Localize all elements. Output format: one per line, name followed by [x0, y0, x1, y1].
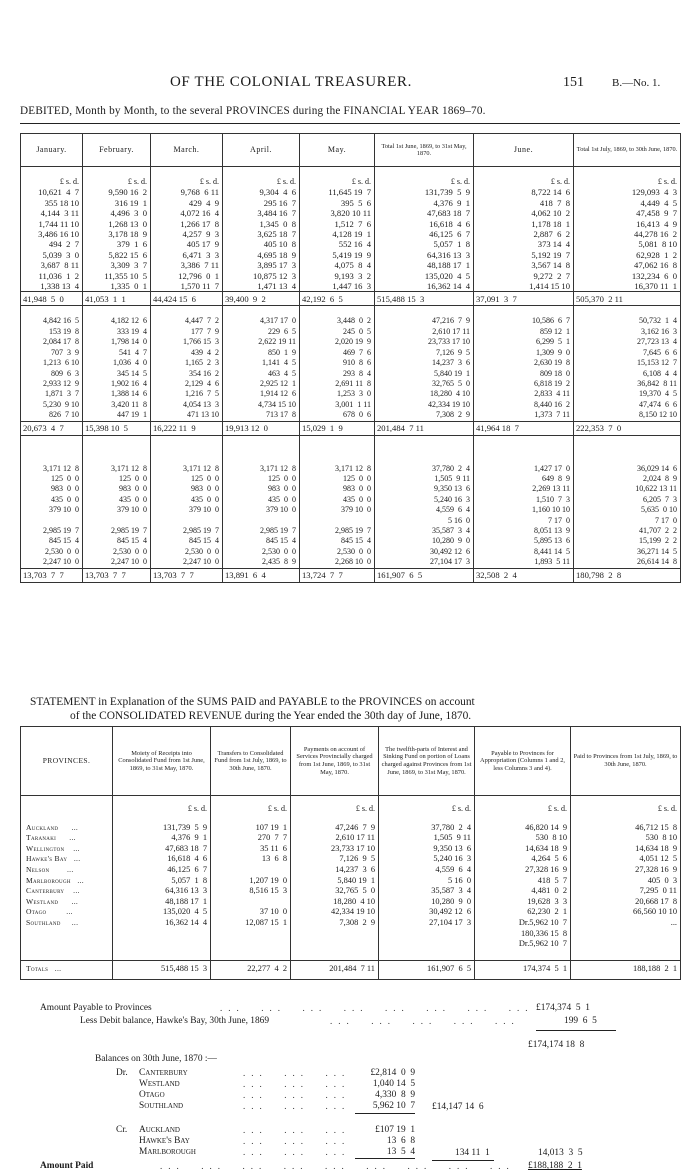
data-cell: 3,171 12 8 125 0 0 983 0 0 435 0 0 379 10 0 2,985 19 7 845 15 4 2,530 0 0 2,247 10 0 [21, 435, 83, 568]
data-cell: 4,842 16 5 153 19 8 2,084 17 8 707 3 9 1,213 6 10 809 6 3 2,933 12 9 1,871 3 7 5,230 9 10 826 7 10 [21, 306, 83, 421]
balances-heading: Balances on 30th June, 1870 :— [95, 1054, 217, 1064]
total-cell: 39,400 9 2 [223, 292, 300, 306]
data-cell: 3,171 12 8 125 0 0 983 0 0 435 0 0 379 10 0 2,985 19 7 845 15 4 2,530 0 0 2,247 10 0 [83, 435, 151, 568]
interest-values: 37,780 2 4 1,505 9 11 9,350 13 6 5,240 16 3 4,559 6 4 5 16 0 35,587 3 4 10,280 9 0 30,492 12 6 27,104 17 3 [379, 815, 475, 950]
data-cell: 9,304 4 6 295 16 7 3,484 16 7 1,345 0 8 3,625 18 7 405 10 8 4,695 18 9 3,895 17 3 10,875 12 3 1,471 13 4 [223, 187, 300, 291]
amount-paid-label: Amount Paid [40, 1161, 94, 1171]
data-cell: 8,722 14 6 418 7 8 4,062 10 2 1,178 18 1 2,887 6 2 373 14 4 5,192 19 7 3,567 14 8 9,272 2 7 1,414 15 10 [474, 187, 574, 291]
total-cell: 44,424 15 6 [151, 292, 223, 306]
unit-cell: £ s. d. [379, 796, 475, 815]
unit-cell: £ s. d. [300, 167, 375, 188]
total-cell: 505,370 2 11 [574, 292, 681, 306]
total-cell: 41,964 18 7 [474, 421, 574, 435]
unit-cell: £ s. d. [574, 167, 681, 188]
cr-total: 134 11 1 [455, 1148, 490, 1158]
total-cell: 13,703 7 7 [151, 568, 223, 582]
block-2-row [21, 306, 681, 421]
monthly-debits-table [20, 133, 681, 583]
col-june: June. [474, 134, 574, 167]
unit-cell: £ s. d. [151, 167, 223, 188]
dr-values: £2,814 0 9 1,040 14 5 4,330 8 9 5,962 10 7 [370, 1068, 415, 1111]
unit-cell: £ s. d. [211, 796, 291, 815]
dr-province-names: Canterbury Westland Otago Southland [139, 1068, 188, 1111]
totals-label: Totals ... [21, 960, 113, 979]
col-payable: Payable to Provinces for Appropriation (Columns 1 and 2, less Columns 3 and 4). [475, 727, 571, 796]
transfers-values: 107 19 1 270 7 7 35 11 6 13 6 8 1,207 19 0 8,516 15 3 37 10 0 12,087 15 1 [211, 815, 291, 950]
total-cell: 22,277 4 2 [211, 960, 291, 979]
total-cell: 174,374 5 1 [475, 960, 571, 979]
data-cell: 9,590 16 2 316 19 1 4,496 3 0 1,268 13 0 3,178 18 9 379 1 6 5,822 15 6 3,309 3 7 11,355 10 5 1,335 0 1 [83, 187, 151, 291]
balance-net-value: 14,013 3 5 [538, 1148, 583, 1158]
data-cell: 129,093 4 3 4,449 4 5 47,458 9 7 16,413 4 9 44,278 16 2 5,081 8 10 62,928 1 2 47,062 16 8 132,234 6 0 16,370 11 1 [574, 187, 681, 291]
payments-values: 47,246 7 9 2,610 17 11 23,733 17 10 7,126 9 5 14,237 3 6 5,840 19 1 32,765 5 0 18,280 4 10 42,334 19 10 7,308 2 9 [291, 815, 379, 950]
data-cell: 4,182 12 6 333 19 4 1,798 14 0 541 4 7 1,036 4 0 345 14 5 1,902 16 4 1,388 14 6 3,420 11 8 447 19 1 [83, 306, 151, 421]
col-interest: The twelfth-parts of Interest and Sinking Fund on portion of Loans charged against Provinces from 1st June, 1869, to 31st May, 1870. [379, 727, 475, 796]
amount-payable-value: £174,374 5 1 [536, 1003, 590, 1013]
total-1-row [21, 292, 681, 306]
cr-label: Cr. [116, 1125, 128, 1135]
total-cell: 222,353 7 0 [574, 421, 681, 435]
col-january: January. [21, 134, 83, 167]
total-cell: 13,724 7 7 [300, 568, 375, 582]
less-debit-value: 199 6 5 [564, 1016, 597, 1026]
total-cell: 201,484 7 11 [375, 421, 474, 435]
data-cell: 36,029 14 6 2,024 8 9 10,622 13 11 6,205 7 3 5,635 0 10 7 17 0 41,707 2 2 15,199 2 2 36,271 14 5 26,614 14 8 [574, 435, 681, 568]
col-may: May. [300, 134, 375, 167]
data-cell: 47,216 7 9 2,610 17 11 23,733 17 10 7,126 9 5 14,237 3 6 5,840 19 1 32,765 5 0 18,280 4 10 42,334 19 10 7,308 2 9 [375, 306, 474, 421]
total-cell: 201,484 7 11 [291, 960, 379, 979]
data-cell: 3,171 12 8 125 0 0 983 0 0 435 0 0 379 10 0 2,985 19 7 845 15 4 2,530 0 0 2,247 10 0 [151, 435, 223, 568]
data-cell: 1,427 17 0 649 8 9 2,269 13 11 1,510 7 3 1,160 10 10 7 17 0 8,051 13 9 5,895 13 6 8,441 14 5 1,893 5 11 [474, 435, 574, 568]
statement-units-row [21, 796, 681, 815]
total-cell: 188,188 2 1 [571, 960, 681, 979]
total-cell: 16,222 11 9 [151, 421, 223, 435]
total-cell: 37,091 3 7 [474, 292, 574, 306]
statement-title-line-1: STATEMENT in Explanation of the SUMS PAID and PAYABLE to the PROVINCES on account [30, 696, 475, 708]
document-reference: B.—No. 1. [612, 77, 661, 89]
col-total-to-june: Total 1st July, 1869, to 30th June, 1870. [574, 134, 681, 167]
unit-cell: £ s. d. [474, 167, 574, 188]
unit-cell: £ s. d. [21, 167, 83, 188]
unit-cell: £ s. d. [83, 167, 151, 188]
col-provinces: PROVINCES. [21, 727, 113, 796]
total-cell: 41,948 5 0 [21, 292, 83, 306]
data-cell: 9,768 6 11 429 4 9 4,072 16 4 1,266 17 8 4,257 9 3 405 17 9 6,471 3 3 3,386 7 11 12,796 0 1 1,570 11 7 [151, 187, 223, 291]
data-cell: 3,171 12 8 125 0 0 983 0 0 435 0 0 379 10 0 2,985 19 7 845 15 4 2,530 0 0 2,268 10 0 [300, 435, 375, 568]
total-cell: 15,398 10 5 [83, 421, 151, 435]
statement-title [30, 695, 690, 723]
paid-values: 46,712 15 8 530 8 10 14,634 18 9 4,051 12 5 27,328 16 9 405 0 3 7,295 0 11 20,668 17 8 66,560 10 10 ... [571, 815, 681, 950]
total-cell: 515,488 15 3 [113, 960, 211, 979]
data-cell: 3,448 0 2 245 0 5 2,020 19 9 469 7 6 910 8 6 293 8 4 2,691 11 8 1,253 3 0 3,001 1 11 678 0 6 [300, 306, 375, 421]
cr-province-names: Auckland Hawke's Bay Marlborough [139, 1125, 196, 1157]
page-title: OF THE COLONIAL TREASURER. [170, 74, 412, 90]
total-cell: 13,703 7 7 [83, 568, 151, 582]
col-february: February. [83, 134, 151, 167]
page-header [0, 74, 700, 94]
unit-cell: £ s. d. [475, 796, 571, 815]
total-cell: 20,673 4 7 [21, 421, 83, 435]
col-total-to-may: Total 1st June, 1869, to 31st May, 1870. [375, 134, 474, 167]
unit-cell: £ s. d. [113, 796, 211, 815]
data-cell: 4,317 17 0 229 6 5 2,622 19 11 850 1 9 1,141 4 5 463 4 5 2,925 12 1 1,914 12 6 4,734 15 10 713 17 8 [223, 306, 300, 421]
statement-table [20, 726, 681, 980]
statement-data-row [21, 815, 681, 950]
amount-payable-label: Amount Payable to Provinces [40, 1003, 152, 1013]
data-cell: 10,586 6 7 859 12 1 6,299 5 1 1,309 9 0 2,630 19 8 809 18 0 6,818 19 2 2,833 4 11 8,440 16 2 1,373 7 11 [474, 306, 574, 421]
amount-paid-value: £188,188 2 1 [528, 1161, 582, 1171]
province-names: Auckland ... Taranaki ... Wellington ... Hawke's Bay ... Nelson ... Marlborough ... Canterbury ... Westland ... Otago ... Southland ... [21, 815, 113, 950]
unit-cell: £ s. d. [375, 167, 474, 188]
data-cell: 11,645 19 7 395 5 6 3,820 10 11 1,512 7 6 4,128 19 1 552 16 4 5,419 19 9 4,075 8 4 9,193 3 2 1,447 16 3 [300, 187, 375, 291]
block-3-row [21, 435, 681, 568]
col-paid: Paid to Provinces from 1st July, 1869, to 30th June, 1870. [571, 727, 681, 796]
col-april: April. [223, 134, 300, 167]
top-rule [20, 123, 680, 124]
total-cell: 161,907 6 5 [375, 568, 474, 582]
total-cell: 42,192 6 5 [300, 292, 375, 306]
total-cell: 19,913 12 0 [223, 421, 300, 435]
cr-values: £107 19 1 13 6 8 13 5 4 [375, 1125, 415, 1157]
statement-title-line-2: of the CONSOLIDATED REVENUE during the Year ended the 30th day of June, 1870. [70, 710, 472, 722]
payable-values: 46,820 14 9 530 8 10 14,634 18 9 4,264 5 6 27,328 16 9 418 5 7 4,481 0 2 19,628 3 3 62,230 2 1 Dr.5,962 10 7 180,336 15 8 Dr.5,962 10 7 [475, 815, 571, 950]
data-cell: 3,171 12 8 125 0 0 983 0 0 435 0 0 379 10 0 2,985 19 7 845 15 4 2,530 0 0 2,435 8 9 [223, 435, 300, 568]
unit-cell: £ s. d. [571, 796, 681, 815]
unit-cell: £ s. d. [291, 796, 379, 815]
col-transfers: Transfers to Consolidated Fund from 1st July, 1869, to 30th June, 1870. [211, 727, 291, 796]
header-row [21, 134, 681, 167]
col-moiety: Moiety of Receipts into Consolidated Fund from 1st June, 1869, to 31st May, 1870. [113, 727, 211, 796]
total-cell: 161,907 6 5 [379, 960, 475, 979]
net-payable-value: £174,174 18 8 [528, 1040, 585, 1050]
total-cell: 515,488 15 3 [375, 292, 474, 306]
less-debit-label: Less Debit balance, Hawke's Bay, 30th June, 1869 [80, 1016, 270, 1026]
total-cell: 41,053 1 1 [83, 292, 151, 306]
data-cell: 4,447 7 2 177 7 9 1,766 15 3 439 4 2 1,165 2 3 354 16 2 2,129 4 6 1,216 7 5 4,054 13 3 471 13 10 [151, 306, 223, 421]
block-1-row [21, 187, 681, 291]
total-cell: 32,508 2 4 [474, 568, 574, 582]
page-number: 151 [563, 75, 584, 90]
total-cell: 13,891 6 4 [223, 568, 300, 582]
statement-header-row [21, 727, 681, 796]
total-3-row [21, 568, 681, 582]
moiety-values: 131,739 5 9 4,376 9 1 47,683 18 7 16,618 4 6 46,125 6 7 5,057 1 8 64,316 13 3 48,188 17 1 135,020 4 5 16,362 14 4 [113, 815, 211, 950]
dr-total: £14,147 14 6 [432, 1102, 484, 1112]
total-cell: 15,029 1 9 [300, 421, 375, 435]
total-cell: 13,703 7 7 [21, 568, 83, 582]
units-row [21, 167, 681, 188]
dr-label: Dr. [116, 1068, 128, 1078]
col-payments: Payments on account of Services Provincially charged from 1st June, 1869, to 31st May, 1870. [291, 727, 379, 796]
data-cell: 50,732 1 4 3,162 16 3 27,723 13 4 7,645 6 6 15,153 12 7 6,108 4 4 36,842 8 11 19,370 4 5 47,474 6 6 8,150 12 10 [574, 306, 681, 421]
data-cell: 37,780 2 4 1,505 9 11 9,350 13 6 5,240 16 3 4,559 6 4 5 16 0 35,587 3 4 10,280 9 0 30,492 12 6 27,104 17 3 [375, 435, 474, 568]
table-subtitle: DEBITED, Month by Month, to the several PROVINCES during the FINANCIAL YEAR 1869–70. [20, 105, 486, 117]
col-march: March. [151, 134, 223, 167]
statement-totals-row [21, 960, 681, 979]
unit-cell: £ s. d. [223, 167, 300, 188]
data-cell: 10,621 4 7 355 18 10 4,144 3 11 1,744 11 10 3,486 16 10 494 2 7 5,039 3 0 3,687 8 11 11,036 1 2 1,338 13 4 [21, 187, 83, 291]
total-2-row [21, 421, 681, 435]
total-cell: 180,798 2 8 [574, 568, 681, 582]
data-cell: 131,739 5 9 4,376 9 1 47,683 18 7 16,618 4 6 46,125 6 7 5,057 1 8 64,316 13 3 48,188 17 1 135,020 4 5 16,362 14 4 [375, 187, 474, 291]
